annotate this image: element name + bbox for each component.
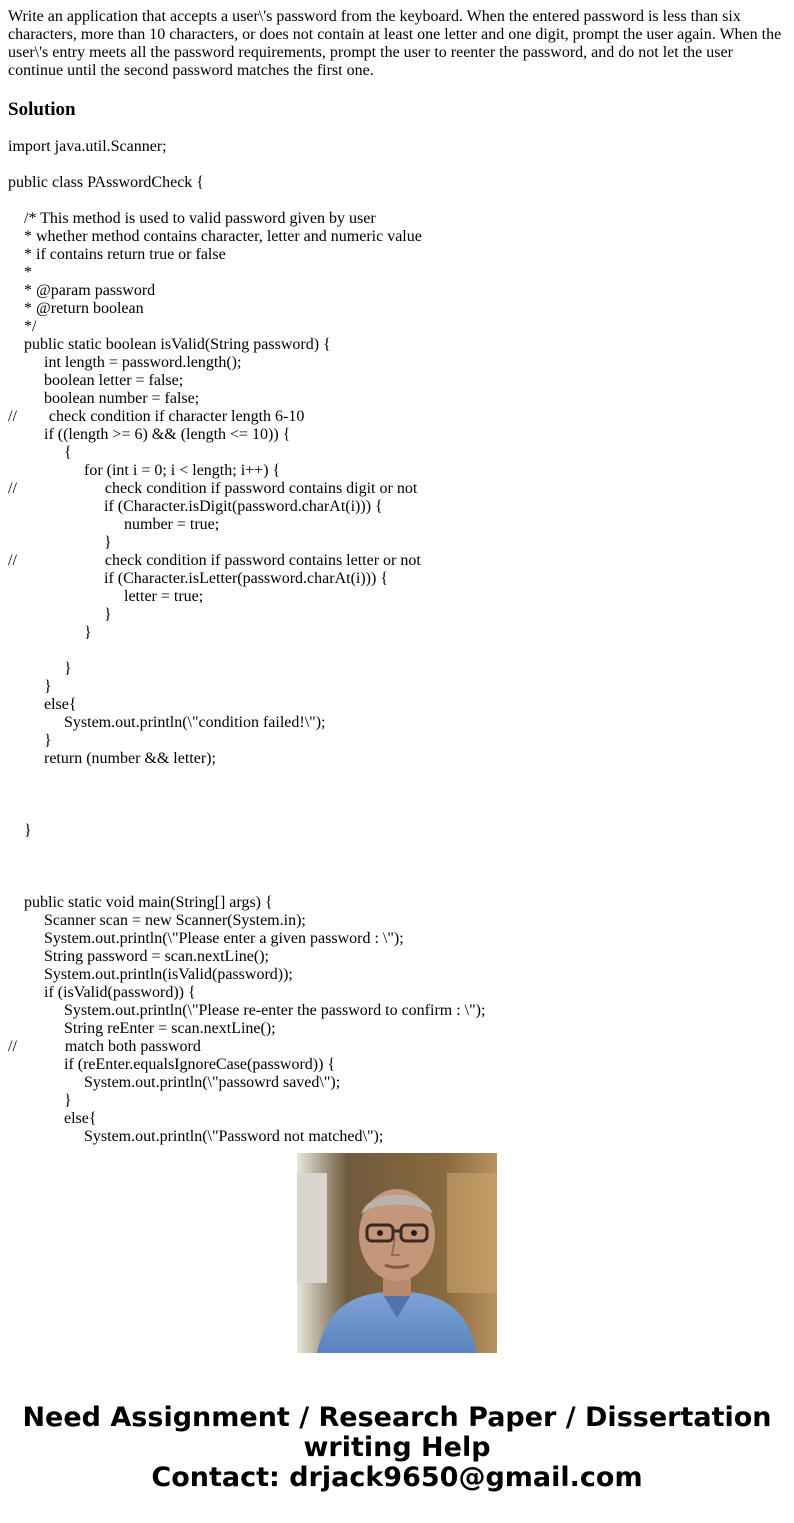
code-line	[8, 804, 788, 822]
code-line: System.out.println(\"Password not matched\");	[8, 1128, 384, 1145]
code-line: // check condition if password contains letter or not	[8, 552, 421, 569]
promo-line-1: Need Assignment / Research Paper / Dissertation	[22, 1402, 772, 1433]
code-line: int length = password.length();	[8, 354, 242, 371]
code-block	[8, 138, 788, 1145]
code-line	[8, 192, 788, 210]
code-line: // match both password	[8, 1038, 201, 1055]
code-line: System.out.println(isValid(password));	[8, 966, 293, 983]
code-line: if (reEnter.equalsIgnoreCase(password)) {	[8, 1056, 336, 1073]
question-text: Write an application that accepts a user\'s password from the keyboard. When the entered password is less than six characters, more than 10 characters, or does not contain at least one letter and one digit, prompt the user again. When the user\'s entry meets all the password requirements, prompt the user to reenter the password, and do not let the user continue until the second password matches the first one.	[8, 8, 782, 79]
code-line: public class PAsswordCheck {	[8, 174, 204, 191]
code-line: if (Character.isDigit(password.charAt(i))) {	[8, 498, 383, 515]
code-line	[8, 642, 788, 660]
code-line: number = true;	[8, 516, 220, 533]
author-photo-illustration	[297, 1153, 497, 1353]
promo-banner	[0, 1403, 794, 1493]
code-line	[8, 858, 788, 876]
code-line: System.out.println(\"Please enter a given password : \");	[8, 930, 404, 947]
code-line: * if contains return true or false	[8, 246, 226, 263]
code-line: if (isValid(password)) {	[8, 984, 196, 1001]
code-line: public static void main(String[] args) {	[8, 894, 273, 911]
code-line: Scanner scan = new Scanner(System.in);	[8, 912, 306, 929]
code-line: }	[8, 1092, 72, 1109]
code-line: * whether method contains character, letter and numeric value	[8, 228, 422, 245]
code-line: if (Character.isLetter(password.charAt(i))) {	[8, 570, 388, 587]
code-line	[8, 768, 788, 786]
code-line	[8, 156, 788, 174]
code-line: }	[8, 732, 52, 749]
code-line: }	[8, 606, 112, 623]
code-line: * @return boolean	[8, 300, 144, 317]
code-line: /* This method is used to valid password given by user	[8, 210, 376, 227]
promo-contact: Contact: drjack9650@gmail.com	[151, 1462, 643, 1493]
code-line: public static boolean isValid(String password) {	[8, 336, 331, 353]
code-line	[8, 840, 788, 858]
code-line: else{	[8, 696, 77, 713]
code-line: String reEnter = scan.nextLine();	[8, 1020, 276, 1037]
code-line: * @param password	[8, 282, 156, 299]
code-line: */	[8, 318, 37, 335]
code-line: System.out.println(\"condition failed!\");	[8, 714, 326, 731]
code-line: // check condition if character length 6-10	[8, 408, 305, 425]
solution-heading: Solution	[8, 99, 76, 120]
code-line: else{	[8, 1110, 97, 1127]
code-line: // check condition if password contains digit or not	[8, 480, 418, 497]
code-line	[8, 786, 788, 804]
code-line: System.out.println(\"Please re-enter the password to confirm : \");	[8, 1002, 486, 1019]
code-line: }	[8, 678, 52, 695]
code-line: }	[8, 822, 32, 839]
code-line: import java.util.Scanner;	[8, 138, 167, 155]
code-line: String password = scan.nextLine();	[8, 948, 269, 965]
code-line: }	[8, 624, 92, 641]
code-line: boolean letter = false;	[8, 372, 184, 389]
code-line	[8, 876, 788, 894]
code-line: }	[8, 660, 72, 677]
code-line: *	[8, 264, 32, 281]
code-line: {	[8, 444, 72, 461]
code-line: boolean number = false;	[8, 390, 200, 407]
promo-line-2: writing Help	[303, 1432, 491, 1463]
code-line: }	[8, 534, 112, 551]
author-photo	[297, 1153, 497, 1353]
code-line: System.out.println(\"passowrd saved\");	[8, 1074, 341, 1091]
code-line: letter = true;	[8, 588, 204, 605]
code-line: if ((length >= 6) && (length <= 10)) {	[8, 426, 291, 443]
code-line: return (number && letter);	[8, 750, 216, 767]
code-line: for (int i = 0; i < length; i++) {	[8, 462, 281, 479]
